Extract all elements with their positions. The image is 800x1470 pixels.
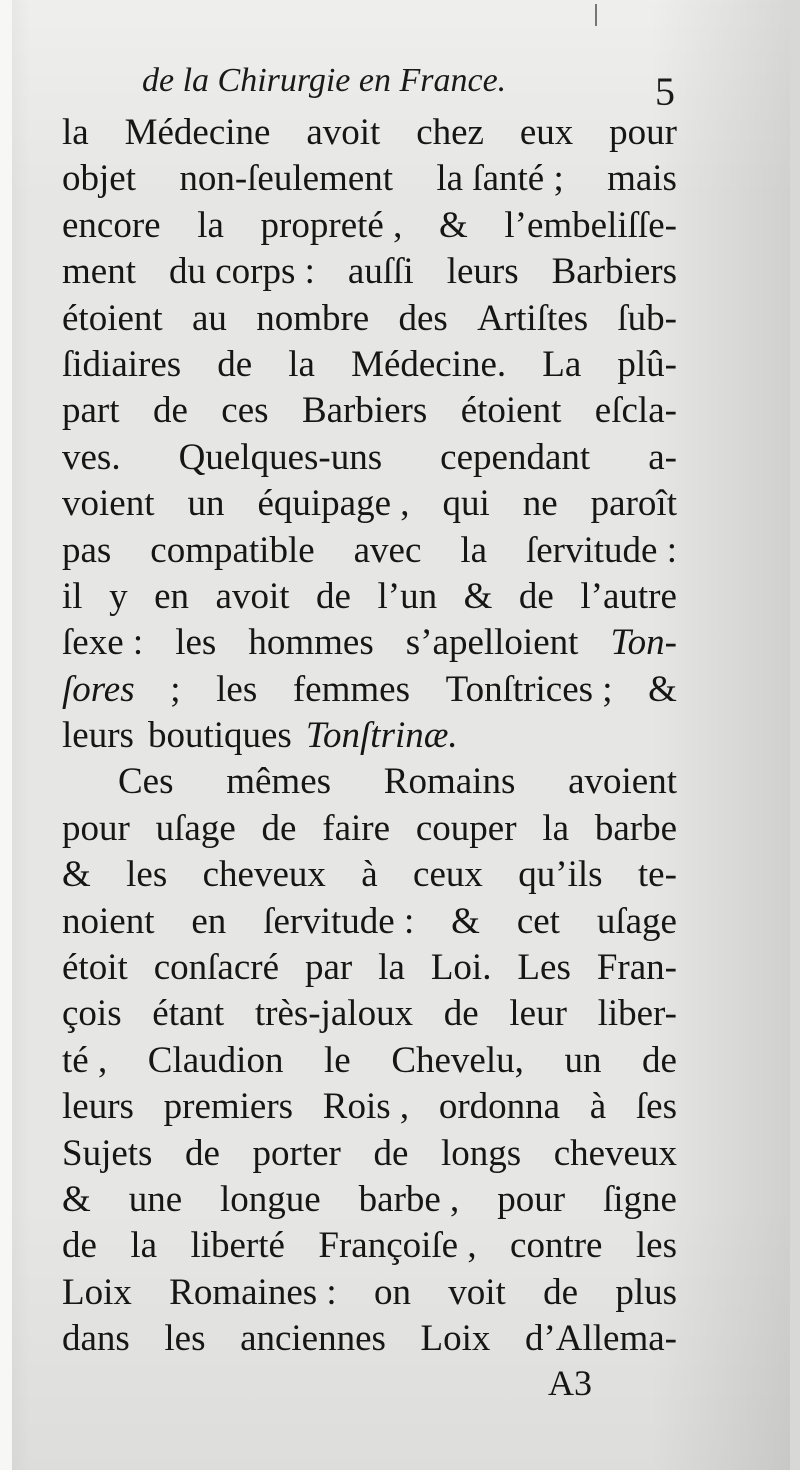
word: mêmes <box>226 761 332 803</box>
word: Loix <box>420 1318 491 1360</box>
word: ces <box>221 390 269 432</box>
word: les <box>175 622 217 664</box>
word: boutiques <box>147 715 292 757</box>
word: ſes <box>635 1086 677 1128</box>
text-line <box>62 1223 677 1269</box>
text-line <box>62 852 677 898</box>
word: ſub- <box>617 297 677 339</box>
word: de <box>543 1271 579 1313</box>
word: uſage <box>596 900 677 942</box>
word: cet <box>516 900 560 942</box>
word: la <box>460 529 488 571</box>
page-number: 5 <box>655 69 675 114</box>
word: mais <box>607 158 677 200</box>
text-line <box>62 1316 677 1362</box>
word: pas <box>62 529 112 571</box>
text-line <box>62 759 677 805</box>
word: conſacré <box>153 947 280 989</box>
word: très-jaloux <box>254 993 414 1035</box>
word: plus <box>615 1271 677 1313</box>
word: contre <box>510 1225 603 1267</box>
text-line <box>62 1038 677 1084</box>
word: avoit <box>306 112 381 153</box>
word: ; <box>170 668 181 710</box>
word: ſigne <box>602 1178 677 1220</box>
word: avec <box>353 529 422 571</box>
word: de <box>62 1225 97 1267</box>
text-line <box>62 156 677 202</box>
word: à <box>589 1086 607 1128</box>
word: qui <box>442 483 490 525</box>
word: Médecine. <box>351 343 507 385</box>
word: hommes <box>248 622 374 664</box>
word: avoit <box>215 575 290 617</box>
word: compatible <box>150 529 315 571</box>
text-line <box>62 899 677 945</box>
word: de <box>261 807 297 849</box>
word: Chevelu, <box>391 1039 524 1081</box>
word: on <box>373 1271 411 1313</box>
word: çois <box>62 993 122 1035</box>
word: un <box>564 1039 602 1081</box>
word: Quelques-uns <box>178 436 383 478</box>
text-line <box>62 1177 677 1223</box>
word: étoient <box>460 390 562 432</box>
word: une <box>128 1178 183 1220</box>
word: les <box>216 668 258 710</box>
word: cheveux <box>553 1132 677 1174</box>
text-line <box>62 435 677 481</box>
word: de <box>316 575 351 617</box>
word: paroît <box>590 483 677 525</box>
text-line <box>62 1131 677 1177</box>
word: pour <box>609 112 677 153</box>
word: encore <box>62 204 161 246</box>
word: ves. <box>62 436 121 478</box>
word: leurs <box>446 251 519 293</box>
word: Tonſtrinæ. <box>305 715 458 757</box>
text-line <box>62 574 677 620</box>
word: ſexe : <box>62 622 144 664</box>
word: Françoiſe , <box>318 1225 477 1267</box>
word: te- <box>637 854 677 896</box>
word: ordonna <box>438 1086 561 1128</box>
word: voient <box>62 483 155 525</box>
word: cheveux <box>202 854 326 896</box>
word: ſidiaires <box>62 343 182 385</box>
word: Ces <box>118 761 174 803</box>
word: & <box>62 854 91 896</box>
word: étant <box>152 993 225 1035</box>
word: liberté <box>190 1225 285 1267</box>
word: ſervitude : <box>263 900 415 942</box>
text-line <box>62 249 677 295</box>
word: Fran- <box>596 947 677 989</box>
word: cependant <box>440 436 591 478</box>
text-line <box>62 806 677 852</box>
word: d’Allema- <box>524 1318 677 1360</box>
word: premiers <box>163 1086 294 1128</box>
word: ment <box>62 251 136 293</box>
word: l’embeliſſe- <box>504 204 677 246</box>
word: voit <box>448 1271 506 1313</box>
text-line <box>62 203 677 249</box>
word: Ton- <box>610 622 677 664</box>
word: chez <box>416 112 484 153</box>
word: Médecine <box>124 112 271 153</box>
word: qu’ils <box>518 854 603 896</box>
word: la <box>62 112 89 153</box>
word: plû- <box>617 343 677 385</box>
text-line <box>62 620 677 666</box>
text-line <box>62 481 677 527</box>
word: porter <box>252 1132 341 1174</box>
word: équipage , <box>257 483 410 525</box>
word: des <box>398 297 448 339</box>
word: a- <box>648 436 677 478</box>
page-left-edge <box>0 0 12 1470</box>
word: les <box>635 1225 677 1267</box>
word: Claudion <box>147 1039 284 1081</box>
word: en <box>154 575 190 617</box>
word: objet <box>62 158 136 200</box>
word: la <box>197 204 224 246</box>
text-line <box>62 991 677 1037</box>
word: pour <box>62 807 130 849</box>
word: la <box>542 807 570 849</box>
word: Barbiers <box>301 390 428 432</box>
word: & <box>451 900 480 942</box>
word: l’autre <box>580 575 677 617</box>
word: couper <box>415 807 517 849</box>
word: & <box>463 575 493 617</box>
text-line <box>62 296 677 342</box>
word: Loix <box>62 1271 132 1313</box>
word: pour <box>497 1178 566 1220</box>
word: longue <box>220 1178 321 1220</box>
text-line <box>62 713 677 759</box>
word: La <box>542 343 582 385</box>
word: anciennes <box>240 1318 386 1360</box>
word: étoit <box>62 947 128 989</box>
word: Artiſtes <box>477 297 589 339</box>
text-line <box>62 945 677 991</box>
word: Barbiers <box>551 251 677 293</box>
word: & <box>648 668 677 710</box>
word: eſcla- <box>594 390 677 432</box>
word: part <box>62 390 120 432</box>
word: noient <box>62 900 155 942</box>
text-line <box>62 110 677 156</box>
word: leurs <box>62 715 134 757</box>
word: de <box>217 343 253 385</box>
word: y <box>109 575 128 617</box>
word: la ſanté ; <box>436 158 564 200</box>
text-line <box>62 342 677 388</box>
text-line <box>62 1084 677 1130</box>
word: ceux <box>413 854 483 896</box>
body-text <box>62 110 677 1363</box>
word: du corps : <box>168 251 315 293</box>
word: non-ſeulement <box>179 158 394 200</box>
word: liber- <box>597 993 677 1035</box>
word: s’apelloient <box>405 622 579 664</box>
word: la <box>288 343 315 385</box>
word: té , <box>62 1039 108 1081</box>
word: à <box>361 854 378 896</box>
word: & <box>438 204 468 246</box>
word: la <box>130 1225 158 1267</box>
word: de <box>642 1039 677 1081</box>
word: auſſi <box>347 251 414 293</box>
word: nombre <box>256 297 370 339</box>
word: de <box>373 1132 409 1174</box>
margin-mark <box>595 4 597 26</box>
word: eux <box>519 112 574 153</box>
word: barbe , <box>358 1178 460 1220</box>
word: & <box>62 1178 91 1220</box>
word: Sujets <box>62 1132 153 1174</box>
word: ſervitude : <box>525 529 677 571</box>
word: leur <box>509 993 567 1035</box>
word: de <box>152 390 188 432</box>
word: les <box>126 854 168 896</box>
word: Rois , <box>322 1086 410 1128</box>
text-line <box>62 1270 677 1316</box>
word: Tonſtrices ; <box>445 668 613 710</box>
word: de <box>518 575 554 617</box>
word: par <box>304 947 353 989</box>
word: de <box>443 993 479 1035</box>
word: au <box>191 297 227 339</box>
word: propreté , <box>260 204 403 246</box>
word: le <box>324 1039 351 1081</box>
text-line <box>62 528 677 574</box>
word: longs <box>440 1132 522 1174</box>
word: Romaines : <box>169 1271 337 1313</box>
word: dans <box>62 1318 130 1360</box>
signature-mark: A3 <box>548 1363 592 1403</box>
word: barbe <box>594 807 677 849</box>
word: Romains <box>383 761 516 803</box>
page-right-edge <box>790 0 800 1470</box>
word: de <box>185 1132 220 1174</box>
running-head: de la Chirurgie en France. <box>142 62 507 99</box>
word: ne <box>522 483 558 525</box>
text-line <box>62 388 677 434</box>
word: avoient <box>568 761 677 803</box>
word: uſage <box>155 807 236 849</box>
word: faire <box>322 807 391 849</box>
text-line <box>62 667 677 713</box>
word: les <box>164 1318 206 1360</box>
word: étoient <box>62 297 163 339</box>
word: Les <box>517 947 571 989</box>
word: la <box>378 947 405 989</box>
word: Loi. <box>430 947 492 989</box>
word: leurs <box>62 1086 134 1128</box>
word: en <box>191 900 227 942</box>
word: ſores <box>62 668 135 710</box>
word: l’un <box>377 575 438 617</box>
word: un <box>187 483 225 525</box>
word: il <box>62 575 83 617</box>
word: femmes <box>292 668 410 710</box>
